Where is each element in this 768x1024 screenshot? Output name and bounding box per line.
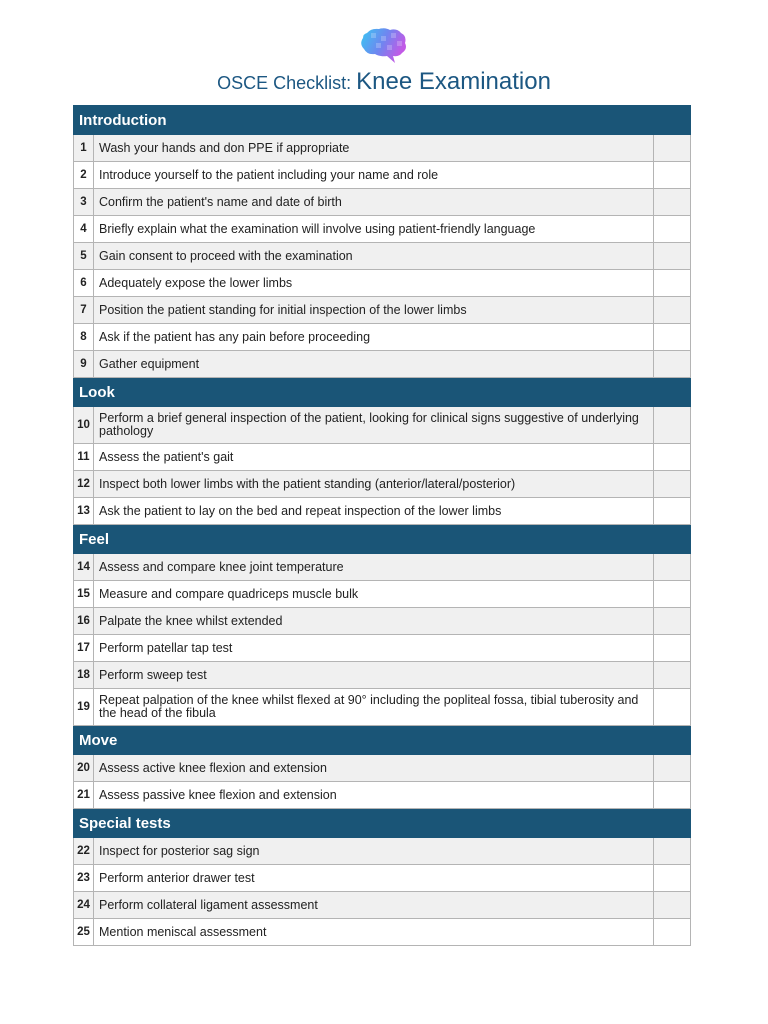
item-number: 9 bbox=[74, 351, 94, 378]
checkbox-cell[interactable] bbox=[654, 919, 691, 946]
section-title: Feel bbox=[74, 525, 691, 554]
item-number: 12 bbox=[74, 471, 94, 498]
checkbox-cell[interactable] bbox=[654, 407, 691, 444]
item-text: Assess and compare knee joint temperature bbox=[94, 554, 654, 581]
checkbox-cell[interactable] bbox=[654, 689, 691, 726]
item-text: Inspect both lower limbs with the patient standing (anterior/lateral/posterior) bbox=[94, 471, 654, 498]
checklist-row bbox=[74, 471, 691, 498]
item-text: Ask the patient to lay on the bed and repeat inspection of the lower limbs bbox=[94, 498, 654, 525]
item-text: Repeat palpation of the knee whilst flexed at 90° including the popliteal fossa, tibial tuberosity and the head of the fibula bbox=[94, 689, 654, 726]
checklist-row bbox=[74, 324, 691, 351]
checkbox-cell[interactable] bbox=[654, 838, 691, 865]
item-number: 2 bbox=[74, 162, 94, 189]
checkbox-cell[interactable] bbox=[654, 270, 691, 297]
checkbox-cell[interactable] bbox=[654, 635, 691, 662]
checklist-body bbox=[74, 106, 691, 946]
item-number: 15 bbox=[74, 581, 94, 608]
checklist-row bbox=[74, 135, 691, 162]
section-title: Look bbox=[74, 378, 691, 407]
checkbox-cell[interactable] bbox=[654, 608, 691, 635]
item-text: Palpate the knee whilst extended bbox=[94, 608, 654, 635]
item-text: Wash your hands and don PPE if appropriate bbox=[94, 135, 654, 162]
section-header bbox=[74, 726, 691, 755]
item-text: Perform patellar tap test bbox=[94, 635, 654, 662]
item-number: 4 bbox=[74, 216, 94, 243]
page-title bbox=[0, 68, 768, 96]
checklist-row bbox=[74, 189, 691, 216]
checkbox-cell[interactable] bbox=[654, 892, 691, 919]
checkbox-cell[interactable] bbox=[654, 162, 691, 189]
item-text: Gain consent to proceed with the examination bbox=[94, 243, 654, 270]
item-text: Assess the patient's gait bbox=[94, 444, 654, 471]
checklist-row bbox=[74, 243, 691, 270]
checklist-row bbox=[74, 297, 691, 324]
item-number: 11 bbox=[74, 444, 94, 471]
item-number: 21 bbox=[74, 782, 94, 809]
item-text: Assess passive knee flexion and extension bbox=[94, 782, 654, 809]
checkbox-cell[interactable] bbox=[654, 471, 691, 498]
item-number: 6 bbox=[74, 270, 94, 297]
item-number: 25 bbox=[74, 919, 94, 946]
item-text: Perform collateral ligament assessment bbox=[94, 892, 654, 919]
brain-icon bbox=[359, 27, 409, 65]
item-number: 17 bbox=[74, 635, 94, 662]
item-number: 19 bbox=[74, 689, 94, 726]
item-text: Introduce yourself to the patient including your name and role bbox=[94, 162, 654, 189]
checkbox-cell[interactable] bbox=[654, 216, 691, 243]
checkbox-cell[interactable] bbox=[654, 324, 691, 351]
item-text: Gather equipment bbox=[94, 351, 654, 378]
checklist-row bbox=[74, 351, 691, 378]
item-text: Position the patient standing for initial inspection of the lower limbs bbox=[94, 297, 654, 324]
item-number: 7 bbox=[74, 297, 94, 324]
item-number: 10 bbox=[74, 407, 94, 444]
checkbox-cell[interactable] bbox=[654, 297, 691, 324]
checklist-row bbox=[74, 782, 691, 809]
title-main: Knee Examination bbox=[356, 68, 551, 95]
item-number: 24 bbox=[74, 892, 94, 919]
item-text: Mention meniscal assessment bbox=[94, 919, 654, 946]
item-text: Inspect for posterior sag sign bbox=[94, 838, 654, 865]
checkbox-cell[interactable] bbox=[654, 662, 691, 689]
checklist-row bbox=[74, 554, 691, 581]
item-number: 18 bbox=[74, 662, 94, 689]
item-number: 3 bbox=[74, 189, 94, 216]
checkbox-cell[interactable] bbox=[654, 755, 691, 782]
checklist-row bbox=[74, 755, 691, 782]
checklist-row bbox=[74, 162, 691, 189]
checklist-row bbox=[74, 498, 691, 525]
checklist-row bbox=[74, 838, 691, 865]
item-text: Ask if the patient has any pain before proceeding bbox=[94, 324, 654, 351]
section-header bbox=[74, 525, 691, 554]
section-header bbox=[74, 809, 691, 838]
checklist-row bbox=[74, 581, 691, 608]
item-text: Assess active knee flexion and extension bbox=[94, 755, 654, 782]
checklist-row bbox=[74, 892, 691, 919]
checklist-row bbox=[74, 662, 691, 689]
checklist-row bbox=[74, 689, 691, 726]
checklist-row bbox=[74, 270, 691, 297]
checkbox-cell[interactable] bbox=[654, 243, 691, 270]
checklist-row bbox=[74, 444, 691, 471]
item-number: 5 bbox=[74, 243, 94, 270]
item-number: 16 bbox=[74, 608, 94, 635]
checklist-row bbox=[74, 216, 691, 243]
checkbox-cell[interactable] bbox=[654, 554, 691, 581]
checkbox-cell[interactable] bbox=[654, 581, 691, 608]
checklist-row bbox=[74, 635, 691, 662]
checklist-row bbox=[74, 608, 691, 635]
checkbox-cell[interactable] bbox=[654, 865, 691, 892]
item-number: 14 bbox=[74, 554, 94, 581]
item-number: 1 bbox=[74, 135, 94, 162]
title-prefix: OSCE Checklist: bbox=[217, 73, 357, 93]
checklist-table bbox=[73, 105, 691, 946]
checkbox-cell[interactable] bbox=[654, 498, 691, 525]
item-number: 20 bbox=[74, 755, 94, 782]
checkbox-cell[interactable] bbox=[654, 189, 691, 216]
section-title: Introduction bbox=[74, 106, 691, 135]
item-text: Perform anterior drawer test bbox=[94, 865, 654, 892]
section-header bbox=[74, 106, 691, 135]
item-text: Briefly explain what the examination will involve using patient-friendly language bbox=[94, 216, 654, 243]
checkbox-cell[interactable] bbox=[654, 135, 691, 162]
checkbox-cell[interactable] bbox=[654, 351, 691, 378]
item-number: 22 bbox=[74, 838, 94, 865]
item-text: Measure and compare quadriceps muscle bulk bbox=[94, 581, 654, 608]
section-title: Special tests bbox=[74, 809, 691, 838]
checkbox-cell[interactable] bbox=[654, 782, 691, 809]
item-text: Perform sweep test bbox=[94, 662, 654, 689]
checklist-row bbox=[74, 865, 691, 892]
checkbox-cell[interactable] bbox=[654, 444, 691, 471]
item-number: 8 bbox=[74, 324, 94, 351]
section-header bbox=[74, 378, 691, 407]
item-text: Adequately expose the lower limbs bbox=[94, 270, 654, 297]
checklist-row bbox=[74, 919, 691, 946]
checklist-row bbox=[74, 407, 691, 444]
item-text: Confirm the patient's name and date of birth bbox=[94, 189, 654, 216]
item-text: Perform a brief general inspection of the patient, looking for clinical signs suggestive of underlying pathology bbox=[94, 407, 654, 444]
section-title: Move bbox=[74, 726, 691, 755]
item-number: 23 bbox=[74, 865, 94, 892]
item-number: 13 bbox=[74, 498, 94, 525]
